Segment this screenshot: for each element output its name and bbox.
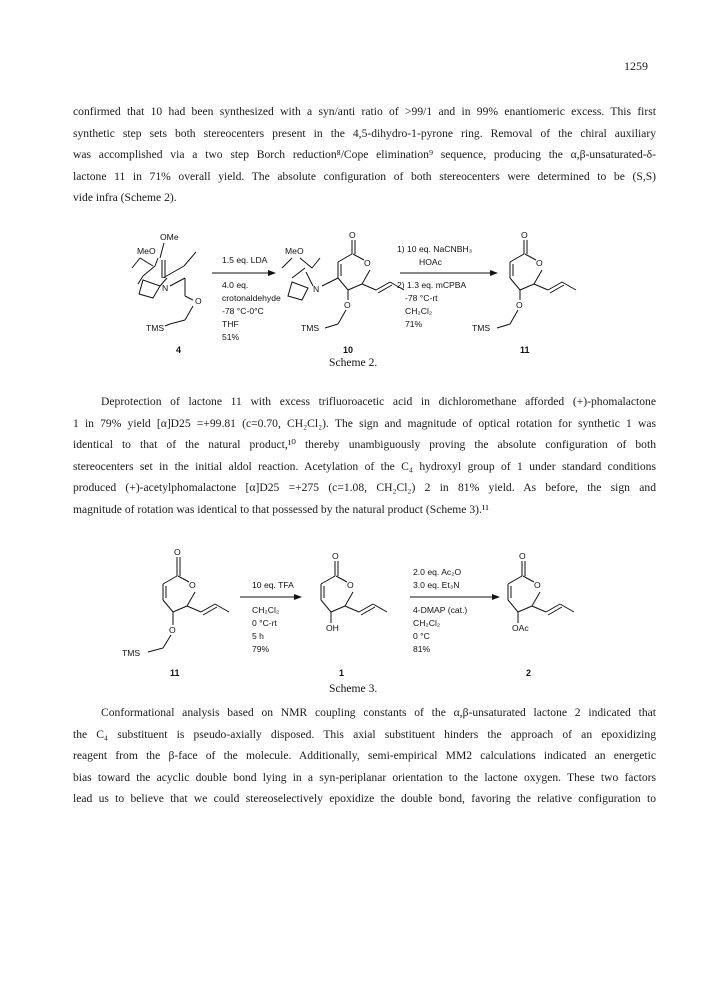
text-line: Conformational analysis based on NMR coupling constants of the α,β-unsaturated lactone 2 indicated that (101, 706, 656, 719)
chem-label: N (162, 283, 169, 293)
text-line: 1 in 79% yield [α]D25 =+99.81 (c=0.70, CH₂Cl₂). The sign and magnitude of optical rotation for synthetic 1 was (73, 416, 656, 430)
compound-4-structure (132, 232, 202, 355)
compound-number: 11 (170, 668, 180, 678)
reagent-label: 79% (252, 644, 270, 654)
text-line: reagent from the β-face of the molecule. Additionally, semi-empirical MM2 calculations indicated an energetic (73, 749, 656, 762)
scheme-caption: Scheme 3. (329, 682, 378, 695)
text-line: produced (+)-acetylphomalactone [α]D25 =+275 (c=1.08, CH₂Cl₂) 2 in 81% yield. As before, the sign and (73, 481, 656, 494)
text-line: identical to that of the natural product,¹⁰ thereby unambiguously proving the absolute configuration of both (73, 438, 656, 451)
reagent-label: 4-DMAP (cat.) (413, 605, 468, 615)
arrow-head (268, 270, 276, 276)
text-line: vide infra (Scheme 2). (73, 191, 177, 204)
arrow-head (294, 594, 302, 600)
chem-label: O (364, 258, 371, 268)
compound-number: 2 (526, 668, 532, 678)
reagent-label: crotonaldehyde (222, 293, 281, 303)
reagent-label: -78 °C-rt (405, 293, 438, 303)
compound-1-structure (321, 551, 387, 678)
reagent-label: 51% (222, 332, 240, 342)
chem-label: O (347, 580, 354, 590)
arrow-head (492, 594, 500, 600)
reagent-label: 71% (405, 319, 423, 329)
reagent-label: 2) 1.3 eq. mCPBA (397, 280, 467, 290)
chem-label: O (534, 580, 541, 590)
page-number: 1259 (624, 59, 648, 73)
chem-label: O (519, 551, 526, 561)
scheme-caption: Scheme 2. (329, 356, 378, 369)
chem-label: TMS (472, 323, 491, 333)
paragraph-deprotection (73, 391, 656, 520)
scheme-3 (0, 545, 720, 695)
compound-number: 1 (339, 668, 345, 678)
compound-11-structure (472, 230, 576, 355)
chem-label: TMS (146, 323, 165, 333)
reagent-label: 0 °C (413, 631, 430, 641)
compound-number: 11 (520, 345, 530, 355)
compound-11-structure (122, 547, 229, 678)
reagent-label: -78 °C-0°C (222, 306, 264, 316)
arrow-head (490, 270, 498, 276)
text-line: the C₄ substituent is pseudo-axially disposed. This axial substituent hinders the approach of an epoxidizing (73, 727, 656, 741)
chem-label: OAc (512, 623, 529, 633)
reagent-label: 10 eq. TFA (252, 580, 294, 590)
chem-label: O (516, 300, 523, 310)
reagent-label: CH₂Cl₂ (413, 618, 441, 628)
reagent-label: CH₂Cl₂ (405, 306, 433, 316)
chem-label: O (195, 296, 202, 306)
chem-label: TMS (301, 323, 320, 333)
chem-label: MeO (137, 246, 156, 256)
scheme-2 (0, 228, 720, 369)
chem-label: OH (326, 623, 339, 633)
text-line: confirmed that 10 had been synthesized with a syn/anti ratio of >99/1 and in 99% enantiomeric excess. This first (73, 105, 656, 118)
compound-2-structure (508, 551, 574, 678)
chem-label: O (174, 547, 181, 557)
reagent-label: 4.0 eq. (222, 280, 249, 290)
text-line: lead us to believe that we could stereoselectively epoxidize the double bond, favoring the relative configuration to (73, 792, 656, 805)
reagent-label: 81% (413, 644, 431, 654)
chem-label: O (332, 551, 339, 561)
paragraph-conformational-analysis (73, 702, 656, 810)
reagent-label: 1) 10 eq. NaCNBH₃ (397, 244, 473, 254)
chem-label: N (313, 284, 320, 294)
text-line: bias toward the acyclic double bond lying in a syn-periplanar orientation to the lactone oxygen. These two factors (73, 770, 656, 784)
text-line: synthetic step sets both stereocenters present in the 4,5-dihydro-1-pyrone ring. Removal of the chiral auxiliary (73, 126, 656, 140)
text-line: Deprotection of lactone 11 with excess trifluoroacetic acid in dichloromethane afforded (+)-phomalactone (101, 395, 656, 408)
chem-label: O (349, 230, 356, 240)
text-line: stereocenters set in the initial aldol reaction. Acetylation of the C₄ hydroxyl group of 1 under standard conditions (73, 459, 656, 473)
compound-10-structure (282, 230, 404, 355)
chem-label: OMe (160, 232, 179, 242)
compound-number: 10 (343, 345, 354, 355)
reagent-label: 5 h (252, 631, 264, 641)
text-line: was accomplished via a two step Borch reduction⁸/Cope elimination⁹ sequence, producing the α,β-unsaturated-δ- (73, 148, 656, 161)
reagent-label: THF (222, 319, 239, 329)
chem-label: O (536, 258, 543, 268)
chem-label: O (169, 625, 176, 635)
paragraph-results-aldol (73, 101, 656, 209)
text-line: magnitude of rotation was identical to that possessed by the natural product (Scheme 3).¹¹ (73, 502, 489, 516)
chem-label: O (189, 580, 196, 590)
compound-number: 4 (176, 345, 182, 355)
text-line: lactone 11 in 71% overall yield. The absolute configuration of both stereocenters were determined to be (S,S) (73, 169, 656, 183)
reagent-label: 1.5 eq. LDA (222, 255, 268, 265)
reagent-label: HOAc (419, 257, 442, 267)
reagent-label: 2.0 eq. Ac₂O (413, 567, 462, 577)
chem-label: MeO (285, 246, 304, 256)
chem-label: O (521, 230, 528, 240)
chem-label: O (344, 300, 351, 310)
reagent-label: CH₂Cl₂ (252, 605, 280, 615)
reagent-label: 0 °C-rt (252, 618, 277, 628)
chem-label: TMS (122, 648, 141, 658)
reagent-label: 3.0 eq. Et₃N (413, 580, 460, 590)
